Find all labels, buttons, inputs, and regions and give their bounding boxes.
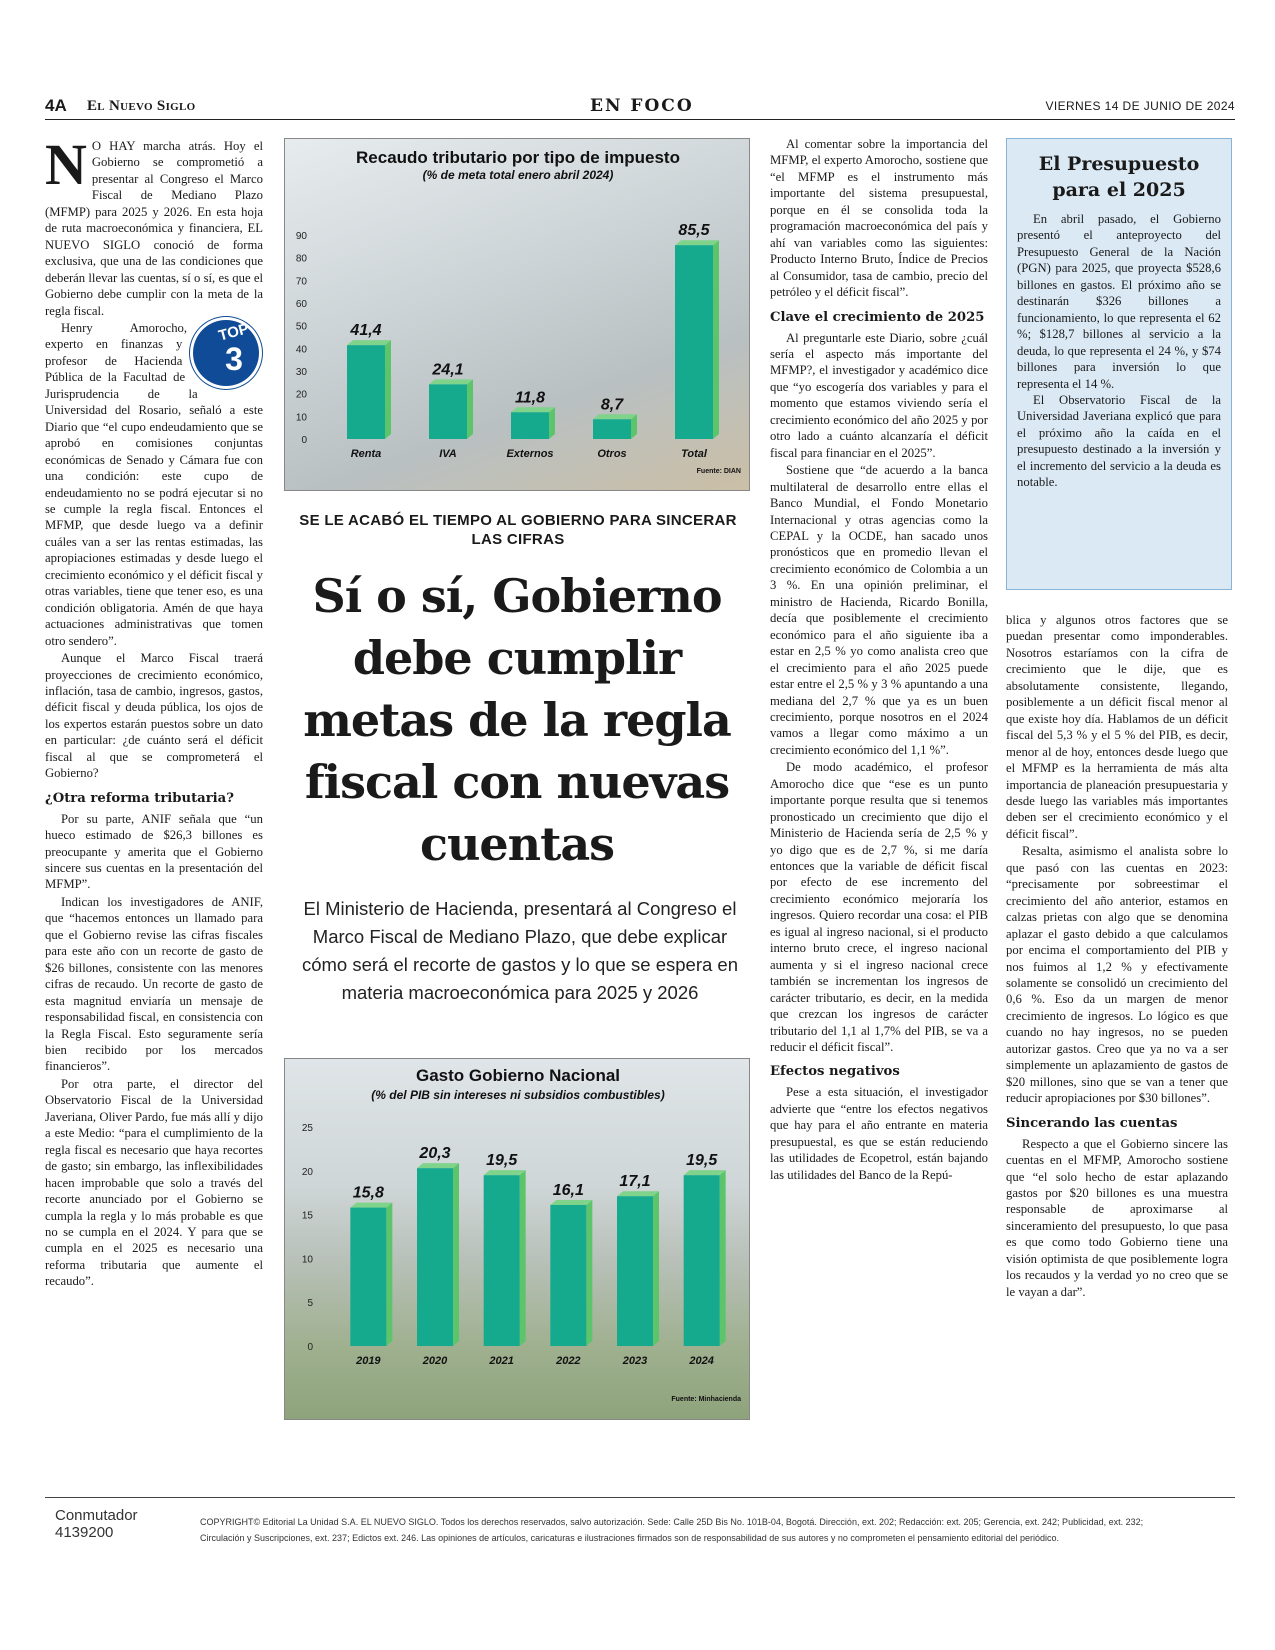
article-headline: Sí o sí, Gobierno debe cumplir metas de la regla fiscal con nuevas cuentas (303, 569, 731, 871)
y-tick-label: 10 (301, 1254, 313, 1266)
article-paragraph: Aunque el Marco Fiscal traerá proyecciones de crecimiento económico, inflación, tasa de cambio, ingresos, gastos, déficit fiscal y deuda pública, los ojos de los expertos estarán puestos sobre un dato en particular: ¿de cuánto será el déficit fiscal al que se comprometerá el Gobierno? (45, 651, 263, 781)
sidebar-box (1006, 138, 1232, 590)
copyright-line: Circulación y Suscripciones, ext. 237; Edictos ext. 246. Las opiniones de artículos, caricaturas e ilustraciones firmados son de responsabilidad de sus autores y no comprometen el pensamiento editorial del periódico. (200, 1533, 1059, 1543)
x-tick-label: Otros (597, 448, 627, 460)
bar (429, 384, 467, 439)
article-paragraph: Por su parte, ANIF señala que “un hueco estimado de $26,3 billones es preocupante y amerita que el Gobierno sincere sus cuentas en la presentación del MFMP”. (45, 811, 263, 892)
y-tick-label: 50 (295, 321, 307, 333)
y-tick-label: 5 (307, 1298, 313, 1310)
section-title: EN FOCO (590, 96, 694, 116)
chart-recaudo-tributario (284, 138, 750, 491)
chart-svg (285, 139, 750, 491)
y-tick-label: 15 (301, 1210, 313, 1222)
page-header (45, 96, 1235, 120)
bar-side (453, 1163, 459, 1346)
article-paragraph: blica y algunos otros factores que se puedan presentar como imponderables. Nosotros estaríamos con la cifra de crecimiento que le dije, que es absolutamente consistente, llegando, posiblemente a un déficit fiscal menor al que existe hoy día. Hablamos de un déficit fiscal del 5,3 % y el 5 % del PIB, es decir, menor al de hoy, entonces desde luego que el MFMP es la herramienta de más alta importancia de planeación presupuestaria y desde luego las variables más importantes deben ser el crecimiento económico y el déficit fiscal”. (1006, 613, 1228, 841)
subheading: Efectos negativos (770, 1064, 900, 1080)
data-label: 85,5 (678, 222, 710, 240)
bar-side (653, 1191, 659, 1346)
bar (593, 419, 631, 439)
bar-top (617, 1191, 659, 1196)
article-paragraph: Indican los investigadores de ANIF, que “hacemos entonces un llamado para que el Gobierno revise las cifras fiscales para este año con un recorte de gasto de $26 billones, consistente con las menores cifras de recaudo. Un recorte de gasto de esta magnitud enviaría un mensaje de responsabilidad fiscal, en consistencia con la Regla Fiscal. Esto seguramente sería bien recibido por los mercados financieros”. (45, 894, 263, 1074)
sidebar-paragraph: En abril pasado, el Gobierno presentó el anteproyecto del Presupuesto General de la Nación (PGN) para 2025, que proyecta $528,6 billones en gastos. El próximo año se destinarán $326 billones a funcionamiento, lo que representa el 62 %; $128,7 billones al servicio a la deuda, lo que representa el 24 %, y $74 billones para inversión lo que representa el 14 %. (1017, 212, 1221, 391)
top3-badge: TOP 3 (179, 320, 263, 390)
bar-top (350, 1203, 392, 1208)
bar (684, 1175, 720, 1346)
data-label: 24,1 (432, 361, 464, 379)
bar (417, 1168, 453, 1346)
bar-top (684, 1170, 726, 1175)
bar-side (520, 1170, 526, 1346)
bar (511, 412, 549, 439)
bar-top (511, 407, 555, 412)
y-tick-label: 25 (301, 1123, 313, 1134)
bar (617, 1196, 653, 1346)
bar-top (429, 379, 473, 384)
drop-cap: N (45, 132, 87, 197)
x-tick-label: Total (681, 448, 707, 460)
bar-side (385, 340, 391, 439)
article-column-1 (45, 132, 263, 1291)
x-tick-label: 2022 (556, 1355, 581, 1367)
data-label: 19,5 (486, 1152, 518, 1170)
article-paragraph: TOP 3 Henry Amorocho, experto en finanzas y profesor de Hacienda Pública de la Facultad de Jurisprudencia de la Universidad del Rosario, señaló a este Diario que “el cupo endeudamiento que se aprobó en comisiones conjuntas económicas de Senado y Cámara fue con una condición: este cupo de endeudamiento no se podrá ejecutar si no se cumple la regla fiscal. Entonces el MFMP, que desde luego va a definir cuáles van a ser las rentas estimadas, las apropiaciones estimadas y desde luego el crecimiento económico y el déficit fiscal y otras variables, tiene que tener eso, es una condición obligatoria. Amén de que haya actuaciones administrativas que tomen otro sendero”. (45, 320, 263, 648)
x-tick-label: 2021 (489, 1355, 514, 1367)
bar-top (675, 240, 719, 245)
chart-title: Gasto Gobierno Nacional (415, 1066, 621, 1085)
bar-top (417, 1163, 459, 1168)
data-label: 15,8 (352, 1184, 384, 1202)
chart-source: Fuente: Minhacienda (671, 1396, 741, 1403)
chart-title: Recaudo tributario por tipo de impuesto (356, 148, 680, 167)
data-label: 19,5 (686, 1152, 718, 1170)
x-tick-label: Externos (506, 448, 554, 460)
data-label: 17,1 (619, 1173, 651, 1191)
bar (675, 245, 713, 439)
subheading: Clave el crecimiento de 2025 (770, 309, 985, 325)
data-label: 16,1 (552, 1181, 584, 1199)
copyright-line: COPYRIGHT© Editorial La Unidad S.A. EL NUEVO SIGLO. Todos los derechos reservados, salvo autorización. Sede: Calle 25D Bis No. 101B-04, Bogotá. Dirección, ext. 202; Redacción: ext. 205; Gerencia, ext. 242; Publicidad, ext. 232; (200, 1517, 1144, 1527)
article-paragraph: Pese a esta situación, el investigador advierte que “entre los efectos negativos que hay para el año entrante en materia presupuestal, es que se están reduciendo las utilidades de Ecopetrol, están bajando las utilidades del Banco de la Repú- (770, 1085, 988, 1182)
y-tick-label: 80 (295, 253, 307, 265)
subheading: ¿Otra reforma tributaria? (45, 790, 234, 806)
data-label: 41,4 (350, 322, 382, 340)
data-label: 8,7 (600, 396, 624, 414)
switchboard-number: 4139200 (55, 1524, 114, 1541)
bar (347, 345, 385, 439)
y-tick-label: 20 (301, 1166, 313, 1178)
bar (484, 1175, 520, 1346)
sidebar-title: El Presupuesto para el 2025 (1038, 153, 1200, 201)
article-paragraph: Resalta, asimismo el analista sobre lo que pasó con las cuentas en 2023: “precisamente por sobreestimar el crecimiento del año anterior, estamos en calzas prietas con algo que se denomina aplazar el gasto debido a que calculamos por encima el comportamiento del PIB y nos fuimos al 1,2 % y efectivamente solamente se consolidó un crecimiento del 0,6 %. Eso da un margen de menor crecimiento de ingresos. Lo lógico es que cuando no hay ingresos, no se pueden autorizar gastos. Creo que ya no va a ser simplemente un aplazamiento de gastos de $20 millones, sino que se van a tener que reducir apropiaciones por $30 billones”. (1006, 844, 1228, 1106)
y-tick-label: 30 (295, 367, 307, 378)
y-tick-label: 0 (307, 1342, 313, 1353)
footer-divider (45, 1497, 1235, 1498)
sidebar-paragraph: El Observatorio Fiscal de la Universidad Javeriana explicó que para el próximo año la caída en el presupuesto destinado a la inversión y el incremento del servicio a la deuda es notable. (1017, 392, 1221, 490)
switchboard-label: Conmutador (55, 1507, 138, 1524)
subheading: Sincerando las cuentas (1006, 1115, 1178, 1131)
y-tick-label: 40 (295, 344, 307, 356)
x-tick-label: Renta (350, 448, 382, 460)
chart-subtitle: (% de meta total enero abril 2024) (422, 168, 614, 182)
y-tick-label: 20 (295, 389, 307, 401)
y-tick-label: 90 (295, 231, 307, 242)
bar-side (720, 1170, 726, 1346)
article-column-4 (1006, 612, 1228, 1301)
bar-side (713, 240, 719, 439)
article-paragraph: De modo académico, el profesor Amorocho dice que “ese es un punto importante porque resulta que si tenemos pronosticado un crecimiento que dijo el Ministerio de Hacienda sería de 2,5 % y yo digo que es de 2,7 %, si me daría entonces que la variable de déficit fiscal por efecto de ese incremento del crecimiento económico mejoraría los ingresos. Quiero recordar una cosa: el PIB es igual al ingreso nacional, si el producto interno bruto crece, el ingreso nacional aumenta y si el ingreso nacional crece también se incrementan los ingresos de carácter tributario, es decir, en la medida que crezcan los ingresos de carácter tributario del 1,1 al 1,7% del PIB, se va a reducir el déficit fiscal”. (770, 760, 988, 1055)
newspaper-name: El Nuevo Siglo (87, 98, 196, 114)
article-kicker: SE LE ACABÓ EL TIEMPO AL GOBIERNO PARA SINCERAR LAS CIFRAS (299, 512, 737, 548)
x-tick-label: 2024 (689, 1355, 714, 1367)
bar-top (550, 1200, 592, 1205)
chart-gasto-gobierno (284, 1058, 750, 1420)
article-column-3 (770, 136, 988, 1184)
chart-subtitle: (% del PIB sin intereses ni subsidios combustibles) (371, 1088, 665, 1102)
data-label: 20,3 (419, 1145, 451, 1163)
article-deck: El Ministerio de Hacienda, presentará al Congreso el Marco Fiscal de Mediano Plazo, que debe explicar cómo será el recorte de gastos y lo que se espera en materia macroeconómica para 2025 y 2026 (301, 898, 739, 1003)
bar-top (484, 1170, 526, 1175)
x-tick-label: 2019 (356, 1355, 381, 1367)
x-tick-label: 2023 (622, 1355, 648, 1367)
article-paragraph: N O HAY marcha atrás. Hoy el Gobierno se comprometió a presentar al Congreso el Marco Fiscal de Mediano Plazo (MFMP) para 2025 y 2026. En esta hoja de ruta macroeconómica y financiera, EL NUEVO SIGLO conoció de forma exclusiva, que una de las condiciones que deberán llevar las cuentas, sí o sí, es que el Gobierno debe cumplir con la meta de la regla fiscal. (45, 132, 263, 318)
article-paragraph: Al comentar sobre la importancia del MFMP, el experto Amorocho, sostiene que “el MFMP es el instrumento más importante del sistema presupuestal, porque en él se consolida toda la programación macroeconómica del país y ahí van variables como las siguientes: Producto Interno Bruto, Índice de Precios al Consumidor, tasa de cambio, precio del petróleo y el déficit fiscal”. (770, 137, 988, 300)
chart-source: Fuente: DIAN (696, 468, 741, 475)
x-tick-label: IVA (439, 448, 457, 460)
y-tick-label: 70 (295, 276, 307, 288)
article-paragraph: Sostiene que “de acuerdo a la banca multilateral de desarrollo entre ellas el Banco Mundial, el Fondo Monetario Internacional y otras agencias como la CEPAL y la OCDE, han sacado unos pronósticos que en promedio llevan el crecimiento económico de Colombia a un 3 %. En una opinión preliminar, el ministro de Hacienda, Ricardo Bonilla, decía que posiblemente el crecimiento económico para el año siguiente iba a estar en 2,5 % yo como analista creo que el crecimiento para el año 2025 puede estar entre el 2,5 % y 3 % apuntando a una mediana del 2,7 % que ya es un buen crecimiento, porque nosotros en el 2024 vamos a llegar como máximo a un crecimiento económico del 1,1 %”. (770, 463, 988, 757)
page-number: 4A (45, 96, 67, 115)
bar-top (347, 340, 391, 345)
bar-side (586, 1200, 592, 1346)
article-paragraph: Por otra parte, el director del Observatorio Fiscal de la Universidad Javeriana, Oliver Pardo, fue más allí y dijo a este Medio: “para el cumplimiento de la regla fiscal es necesario que haya recortes de gasto; sin embargo, las inflexibilidades hacen improbable que solo a través del recorte anunciado por el Gobierno se cumpla la regla y lo más probable es que no se cumpla en el 2024. Y para que se cumpla en el 2025 es necesario una reforma tributaria que aumente el recaudo”. (45, 1076, 263, 1289)
bar-side (467, 379, 473, 439)
bar (550, 1205, 586, 1346)
y-tick-label: 0 (301, 435, 307, 446)
article-paragraph: Al preguntarle este Diario, sobre ¿cuál sería el aspecto más importante del MFMP?, el investigador y académico dice que “yo escogería dos variables y para el momento que estamos viviendo sería el crecimiento económico del año 2025 y por otro lado a cuánto alcanzaría el déficit fiscal para financiar en el 2025”. (770, 330, 988, 460)
chart-svg (285, 1059, 750, 1420)
copyright-notice (200, 1514, 1200, 1546)
issue-date: VIERNES 14 DE JUNIO DE 2024 (1045, 99, 1235, 113)
data-label: 11,8 (515, 389, 545, 407)
article-paragraph: Respecto a que el Gobierno sincere las cuentas en el MFMP, Amorocho sostiene que “el solo hecho de estar aplazando gastos por $20 billones es una muestra responsable de aproximarse al sinceramiento del presupuesto, lo que pasa es que como todo Gobierno tiene una visión optimista de que posiblemente logra los recaudos y la verdad yo no creo que se le vayan a dar”. (1006, 1136, 1228, 1299)
bar-side (549, 407, 555, 439)
bar-top (593, 414, 637, 419)
switchboard (55, 1507, 138, 1541)
bar-side (386, 1203, 392, 1346)
x-tick-label: 2020 (422, 1355, 448, 1367)
y-tick-label: 60 (295, 299, 307, 310)
bar (350, 1208, 386, 1346)
y-tick-label: 10 (295, 412, 307, 424)
